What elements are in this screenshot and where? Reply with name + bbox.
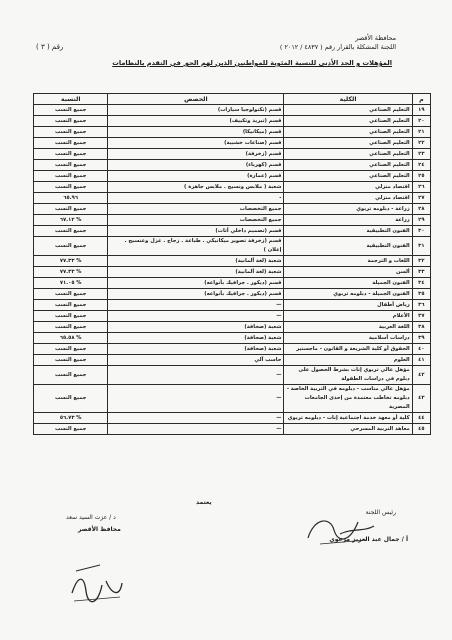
cell-percentage: جميع النسب [34,289,108,300]
cell-no: ٢٤ [412,160,430,171]
cell-percentage: جميع النسب [34,322,108,333]
cell-faculty: التعليم الصناعي [284,149,412,160]
cell-percentage: جميع النسب [34,138,108,149]
table-row [34,413,431,424]
cell-no: ٢٧ [412,193,430,204]
table-row [34,193,431,204]
table-row [34,138,431,149]
cell-faculty: مؤهل عالي تربوي إناث بشرط الحصول على دبلوم في دراسات الطفولة [284,366,412,385]
cell-faculty: العلوم [284,355,412,366]
cell-percentage: % ٧٧.٣٣ [34,267,108,278]
cell-faculty: الفنون التطبيقية [284,226,412,237]
table-row [34,149,431,160]
cell-section: قسم (ديكور . جرافيك بأنواعه) [108,278,284,289]
governor-signature [62,535,132,615]
cell-no: ٢٠ [412,116,430,127]
cell-section: قسم (تكنولوجيا سيارات) [108,105,284,116]
cell-no: ٤١ [412,355,430,366]
cell-section: — [108,311,284,322]
cell-section: — [108,300,284,311]
cell-percentage: جميع النسب [34,182,108,193]
cell-faculty: دراسات أسلامية [284,333,412,344]
cell-percentage: % ٥٦.٧٣ [34,413,108,424]
governorate-label: محافظة الأقصر [355,34,396,42]
cell-faculty: زراعة - دبلومه تربوي [284,204,412,215]
table-row [34,424,431,435]
cell-section: شعبة (لغة ألمانية) [108,256,284,267]
cell-no: ٣٦ [412,300,430,311]
cell-section: — [108,385,284,413]
cell-no: ٢٣ [412,149,430,160]
cell-section: - [108,193,284,204]
table-header-row [34,94,431,105]
committee-head-name: أ / جمال عبد العزيز مرعوي [329,536,408,543]
table-row [34,300,431,311]
cell-no: ٢٢ [412,138,430,149]
cell-no: ٣٨ [412,322,430,333]
cell-no: ١٩ [412,105,430,116]
table-row [34,105,431,116]
table-row [34,171,431,182]
cell-no: ٣٢ [412,256,430,267]
table-row [34,182,431,193]
committee-label: اللجنة المشكلة بالقرار رقم ( ٤٨٣٧ / ٢٠١٢ ) [279,43,396,51]
cell-section: — [108,366,284,385]
cell-percentage: جميع النسب [34,116,108,127]
cell-faculty: الحقوق أو كلية الشريعة و القانون - ماجستير [284,344,412,355]
cell-faculty: رياض أطفال [284,300,412,311]
cell-section: شعبة (صحافة) [108,344,284,355]
cell-no: ٤٢ [412,366,430,385]
cell-percentage: جميع النسب [34,424,108,435]
cell-percentage: جميع النسب [34,355,108,366]
cell-percentage: جميع النسب [34,171,108,182]
cell-percentage: % ٦٧.١٢ [34,215,108,226]
col-header-faculty: الكلية [284,94,412,105]
committee-head-signature [300,508,380,552]
cell-faculty: اقتصاد منزلي [284,193,412,204]
cell-no: ٣٣ [412,267,430,278]
cell-percentage: جميع النسب [34,366,108,385]
cell-faculty: كلية أو معهد خدمة اجتماعية إناث - دبلومه تربوي [284,413,412,424]
cell-section: جميع التخصصات [108,215,284,226]
cell-no: ٤٣ [412,385,430,413]
cell-percentage: جميع النسب [34,226,108,237]
cell-section: قسم (عمارة) [108,171,284,182]
cell-percentage: جميع النسب [34,160,108,171]
cell-section: — [108,413,284,424]
cell-percentage: جميع النسب [34,149,108,160]
cell-faculty: التعليم الصناعي [284,160,412,171]
cell-faculty: الأعلام [284,311,412,322]
cell-percentage: % ٧٧.٣٣ [34,256,108,267]
governor-name: د / عزت السيد سعد [66,514,116,521]
governor-title: محافظ الأقصر [78,526,121,533]
cell-percentage: جميع النسب [34,237,108,256]
cell-section: قسم (ديكور . جرافيك بأنواعه) [108,289,284,300]
cell-faculty: ألسن [284,267,412,278]
table-row [34,355,431,366]
cell-percentage: % ٧١.٠٥ [34,278,108,289]
cell-no: ٤٥ [412,424,430,435]
col-header-section: الحصص [108,94,284,105]
table-row [34,127,431,138]
table-row [34,160,431,171]
cell-faculty: التعليم الصناعي [284,116,412,127]
table-row [34,385,431,413]
table-row [34,256,431,267]
committee-head-title: رئيس اللجنة [365,509,396,516]
table-row [34,215,431,226]
col-header-no: م [412,94,430,105]
cell-no: ٣٤ [412,278,430,289]
cell-section: قسم (صناعات خشبية) [108,138,284,149]
cell-faculty: التعليم الصناعي [284,105,412,116]
cell-section: قسم (تصميم داخلي أثاث) [108,226,284,237]
cell-no: ٣١ [412,237,430,256]
cell-faculty: التعليم الصناعي [284,171,412,182]
cell-section: جميع التخصصات [108,204,284,215]
cell-percentage: % ٦٥.٥٨ [34,333,108,344]
cell-no: ٢٦ [412,182,430,193]
col-header-percentage: النسبة [34,94,108,105]
cell-percentage: جميع النسب [34,344,108,355]
table-row [34,311,431,322]
table-row [34,278,431,289]
cell-faculty: التعليم الصناعي [284,138,412,149]
document-title: المؤهلات و الحد الأدنى للنسبة المئوية للمواطنين الذين لهم الحق في التقدم بالنظامات [112,59,392,67]
cell-section: قسم (كهرباء) [108,160,284,171]
cell-faculty: اللغات و الترجمة [284,256,412,267]
table-row [34,344,431,355]
cell-faculty: الفنون الجميلة [284,278,412,289]
cell-no: ٣٩ [412,333,430,344]
table-row [34,226,431,237]
document-number: رقم ( ٣ ) [36,43,64,51]
cell-percentage: جميع النسب [34,300,108,311]
cell-no: ٤٤ [412,413,430,424]
cell-percentage: ٦٥.٩٦ [34,193,108,204]
table-row [34,267,431,278]
cell-section: قسم (تبريد وتكييف) [108,116,284,127]
cell-faculty: الفنون التطبيقية [284,237,412,256]
cell-no: ٣٥ [412,289,430,300]
table-row [34,366,431,385]
cell-faculty: مؤهل عالي مناسب - دبلومه في التربية الخاصة - دبلومه تخاطب معتمدة من إحدى الجامعات المصرية [284,385,412,413]
cell-no: ٢٥ [412,171,430,182]
cell-section: قسم (زخرفة تصوير ميكانيكي . طباعة . زجاج . غزل وعنسيج . إعلان ) [108,237,284,256]
cell-no: ٣٧ [412,311,430,322]
cell-faculty: اللغة العربية [284,322,412,333]
cell-faculty: الفنون الجميلة - دبلومه تربوي [284,289,412,300]
table-row [34,289,431,300]
cell-percentage: جميع النسب [34,311,108,322]
table-row [34,333,431,344]
cell-section: قسم (زخرفة) [108,149,284,160]
cell-section: شعبة ( ملابس ونسيج . ملابس جاهزة ) [108,182,284,193]
cell-section: شعبة (صحافة) [108,322,284,333]
table-row [34,204,431,215]
table-row [34,322,431,333]
cell-section: — [108,424,284,435]
table-row [34,237,431,256]
cell-faculty: اقتصاد منزلي [284,182,412,193]
cell-section: حاسب آلي [108,355,284,366]
cell-percentage: جميع النسب [34,105,108,116]
cell-no: ٢٩ [412,215,430,226]
cell-percentage: جميع النسب [34,385,108,413]
cell-no: ٢١ [412,127,430,138]
cell-no: ٤٠ [412,344,430,355]
cell-percentage: جميع النسب [34,204,108,215]
cell-percentage: جميع النسب [34,127,108,138]
approval-label: يعتمد [196,499,212,506]
cell-faculty: زراعة [284,215,412,226]
cell-no: ٢٨ [412,204,430,215]
cell-faculty: التعليم الصناعي [284,127,412,138]
cell-section: شعبة (صحافة) [108,333,284,344]
cell-no: ٣٠ [412,226,430,237]
table-row [34,116,431,127]
qualifications-table [33,93,431,435]
cell-section: قسم (ميكانيكا) [108,127,284,138]
cell-section: شعبة (لغة ألمانية) [108,267,284,278]
cell-faculty: معاهد التربية المسرحي [284,424,412,435]
